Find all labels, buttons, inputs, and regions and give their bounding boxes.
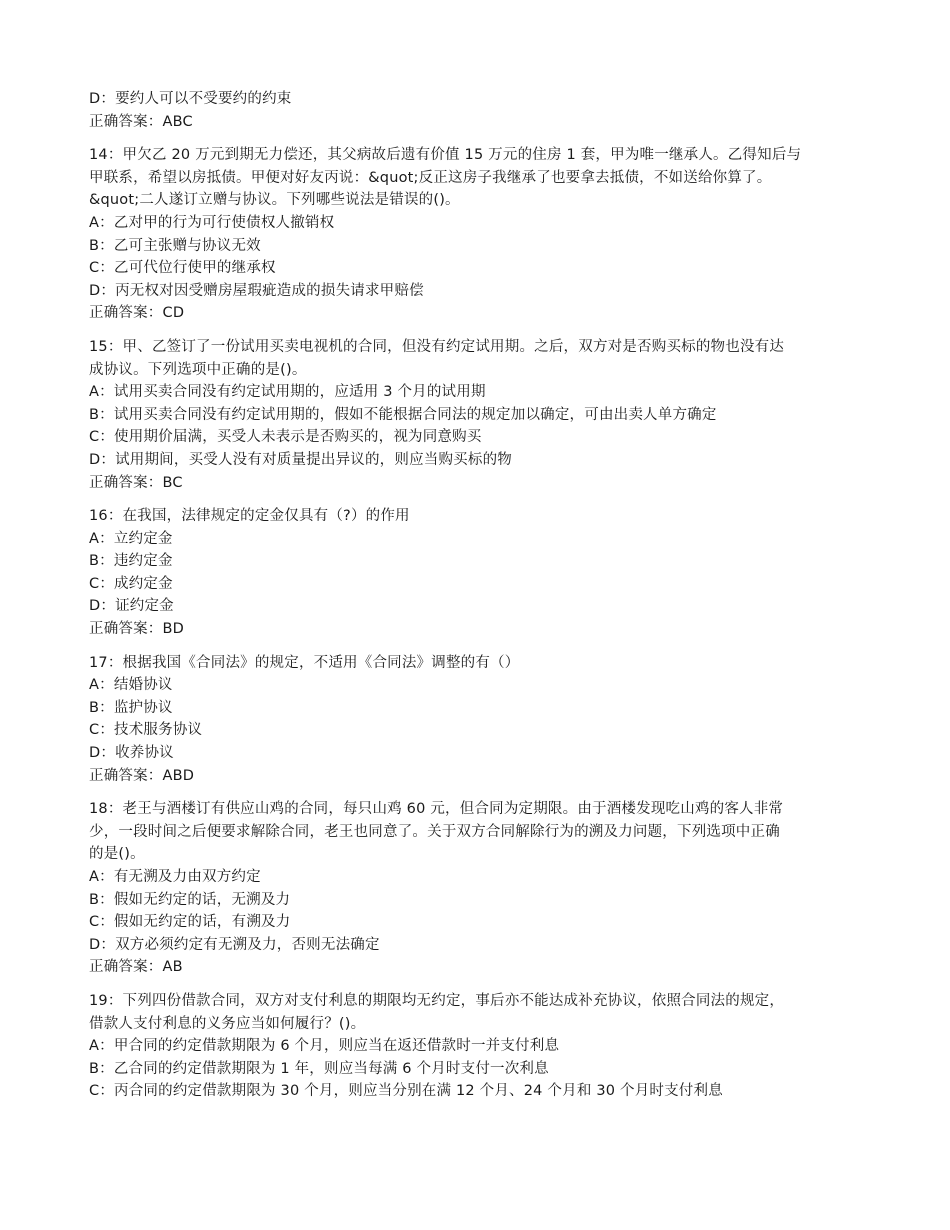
option-c: C：技术服务协议 (89, 722, 203, 739)
option-d: D：收养协议 (89, 745, 174, 762)
correct-answer: 正确答案：AB (89, 959, 183, 976)
option-b: B：试用买卖合同没有约定试用期的，假如不能根据合同法的规定加以确定，可由出卖人单方确定 (89, 406, 717, 423)
correct-answer: 正确答案：ABD (89, 767, 195, 784)
question-stem-line: 17：根据我国《合同法》的规定，不适用《合同法》调整的有（） (89, 654, 520, 671)
question-stem-line: 15：甲、乙签订了一份试用买卖电视机的合同，但没有约定试用期。之后，双方对是否购买标的物也没有达 (89, 338, 785, 355)
question-stem-line: &quot;二人遂订立赠与协议。下列哪些说法是错误的()。 (89, 192, 460, 209)
question-stem-line: 的是()。 (89, 846, 145, 863)
option-a: A：有无溯及力由双方约定 (89, 869, 261, 885)
option-b: B：监护协议 (89, 699, 173, 716)
question-14 (89, 144, 869, 325)
question-stem-line: 14：甲欠乙 20 万元到期无力偿还，其父病故后遗有价值 15 万元的住房 1 套，甲为唯一继承人。乙得知后与 (89, 147, 802, 164)
question-19 (89, 990, 869, 1103)
option-a: A：甲合同的约定借款期限为 6 个月，则应当在返还借款时一并支付利息 (89, 1038, 560, 1055)
prev-question-tail (89, 88, 869, 133)
correct-answer: 正确答案：ABC (89, 113, 193, 130)
option-c: C：丙合同的约定借款期限为 30 个月，则应当分别在满 12 个月、24 个月和 30 个月时支付利息 (89, 1083, 723, 1100)
option-d: D：证约定金 (89, 598, 174, 615)
option-d: D：双方必须约定有无溯及力，否则无法确定 (89, 936, 380, 953)
option-c: C：使用期价届满，买受人未表示是否购买的，视为同意购买 (89, 429, 482, 446)
question-stem-line: 19：下列四份借款合同，双方对支付利息的期限均无约定，事后亦不能达成补充协议，依照合同法的规定， (89, 992, 785, 1009)
question-18 (89, 798, 869, 979)
option-a: A：试用买卖合同没有约定试用期的，应适用 3 个月的试用期 (89, 384, 486, 401)
option-d: D：要约人可以不受要约的约束 (89, 91, 292, 107)
option-c: C：乙可代位行使甲的继承权 (89, 260, 276, 277)
question-stem-line: 少，一段时间之后便要求解除合同，老王也同意了。关于双方合同解除行为的溯及力问题，下列选项中正确 (89, 823, 780, 840)
option-d: D：丙无权对因受赠房屋瑕疵造成的损失请求甲赔偿 (89, 282, 424, 299)
option-c: C：成约定金 (89, 575, 173, 592)
correct-answer: 正确答案：BC (89, 474, 183, 491)
question-stem-line: 甲联系，希望以房抵债。甲便对好友丙说：&quot;反正这房子我继承了也要拿去抵债，不如送给你算了。 (89, 169, 772, 186)
question-16 (89, 505, 869, 641)
question-stem-line: 成协议。下列选项中正确的是()。 (89, 361, 307, 378)
question-15 (89, 336, 869, 494)
document-page (89, 88, 869, 1103)
correct-answer: 正确答案：BD (89, 621, 185, 638)
option-c: C：假如无约定的话，有溯及力 (89, 914, 291, 931)
option-a: A：立约定金 (89, 530, 173, 547)
option-b: B：乙合同的约定借款期限为 1 年，则应当每满 6 个月时支付一次利息 (89, 1060, 549, 1077)
option-a: A：乙对甲的行为可行使债权人撤销权 (89, 214, 335, 231)
question-stem-line: 16：在我国，法律规定的定金仅具有（?）的作用 (89, 508, 410, 525)
correct-answer: 正确答案：CD (89, 305, 185, 322)
option-a: A：结婚协议 (89, 677, 173, 694)
option-b: B：乙可主张赠与协议无效 (89, 237, 261, 254)
option-b: B：违约定金 (89, 553, 173, 570)
question-stem-line: 借款人支付利息的义务应当如何履行？()。 (89, 1015, 366, 1032)
option-b: B：假如无约定的话，无溯及力 (89, 891, 291, 908)
question-stem-line: 18：老王与酒楼订有供应山鸡的合同，每只山鸡 60 元，但合同为定期限。由于酒楼发现吃山鸡的客人非常 (89, 801, 784, 818)
question-17 (89, 652, 869, 788)
option-d: D：试用期间，买受人没有对质量提出异议的，则应当购买标的物 (89, 451, 512, 468)
